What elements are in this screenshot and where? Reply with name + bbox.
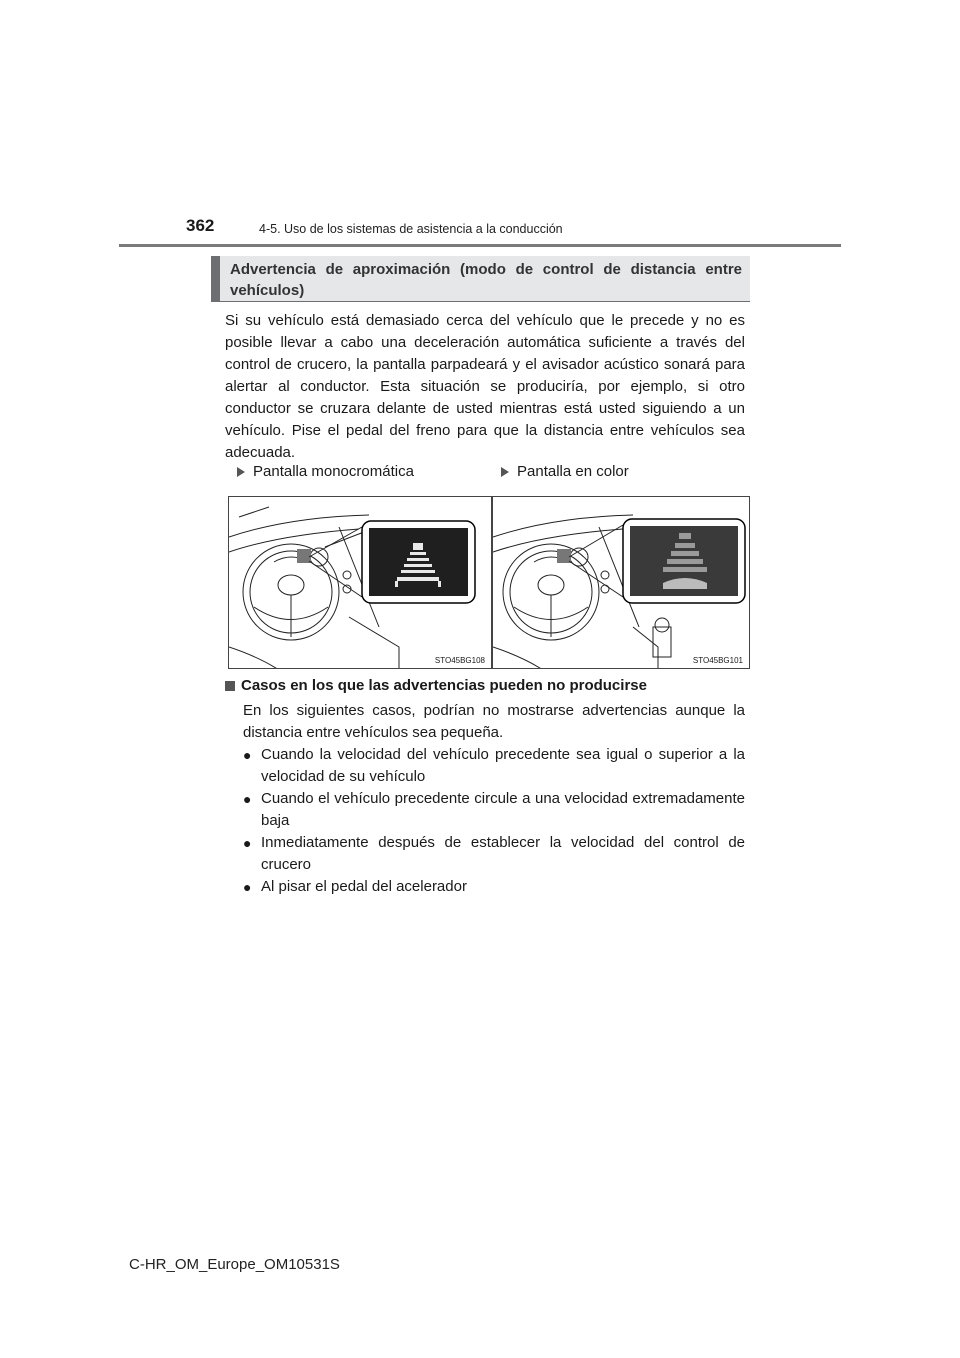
list-item-text: Inmediatamente después de establecer la velocidad del control de crucero — [261, 834, 745, 873]
header-rule — [119, 244, 841, 247]
list-item-text: Cuando el vehículo precedente circule a una velocidad extremadamente baja — [261, 790, 745, 829]
figure-code: STO45BG101 — [692, 656, 743, 665]
list-item-text: Al pisar el pedal del acelerador — [261, 878, 467, 895]
list-item — [243, 788, 745, 832]
figure-label-color — [501, 463, 629, 480]
circle-bullet-icon: ● — [243, 879, 252, 895]
circle-bullet-icon: ● — [243, 747, 252, 763]
heading-box — [211, 256, 750, 302]
section-title: 4-5. Uso de los sistemas de asistencia a la conducción — [259, 222, 563, 236]
circle-bullet-icon: ● — [243, 835, 252, 851]
figure-monochrome — [228, 496, 492, 669]
triangle-bullet-icon — [237, 467, 245, 477]
dashboard-illustration-mono — [229, 497, 492, 669]
figure-color — [492, 496, 750, 669]
list-item — [243, 832, 745, 876]
page-number: 362 — [186, 216, 215, 235]
subsection-title: Casos en los que las advertencias pueden no producirse — [241, 677, 647, 694]
square-bullet-icon — [225, 681, 235, 691]
intro-paragraph: Si su vehículo está demasiado cerca del vehículo que le precede y no es posible llevar a cabo una deceleración automática suficiente a través del control de crucero, la pantalla parpadeará y el avisador acústico sonará para alertar al conductor. Esta situación se produciría, por ejemplo, si otro conductor se cruzara delante de usted mientras está usted siguiendo a un vehículo. Pise el pedal del freno para que la distancia entre vehículos sea adecuada. — [225, 312, 745, 461]
heading-text: Advertencia de aproximación (modo de control de distancia entre vehículos) — [230, 261, 742, 299]
figure-label-text: Pantalla monocromática — [253, 463, 414, 480]
list-item — [243, 744, 745, 788]
figure-label-mono — [237, 463, 414, 480]
dashboard-illustration-color — [493, 497, 750, 669]
subsection-intro: En los siguientes casos, podrían no mostrarse advertencias aunque la distancia entre vehículos sea pequeña. — [243, 702, 745, 741]
circle-bullet-icon: ● — [243, 791, 252, 807]
footer-doc-id: C-HR_OM_Europe_OM10531S — [129, 1256, 340, 1273]
figure-label-text: Pantalla en color — [517, 463, 629, 480]
list-item-text: Cuando la velocidad del vehículo precedente sea igual o superior a la velocidad de su vehículo — [261, 746, 745, 785]
subsection-heading — [225, 677, 647, 694]
list-item — [243, 876, 745, 898]
triangle-bullet-icon — [501, 467, 509, 477]
figure-code: STO45BG108 — [434, 656, 485, 665]
